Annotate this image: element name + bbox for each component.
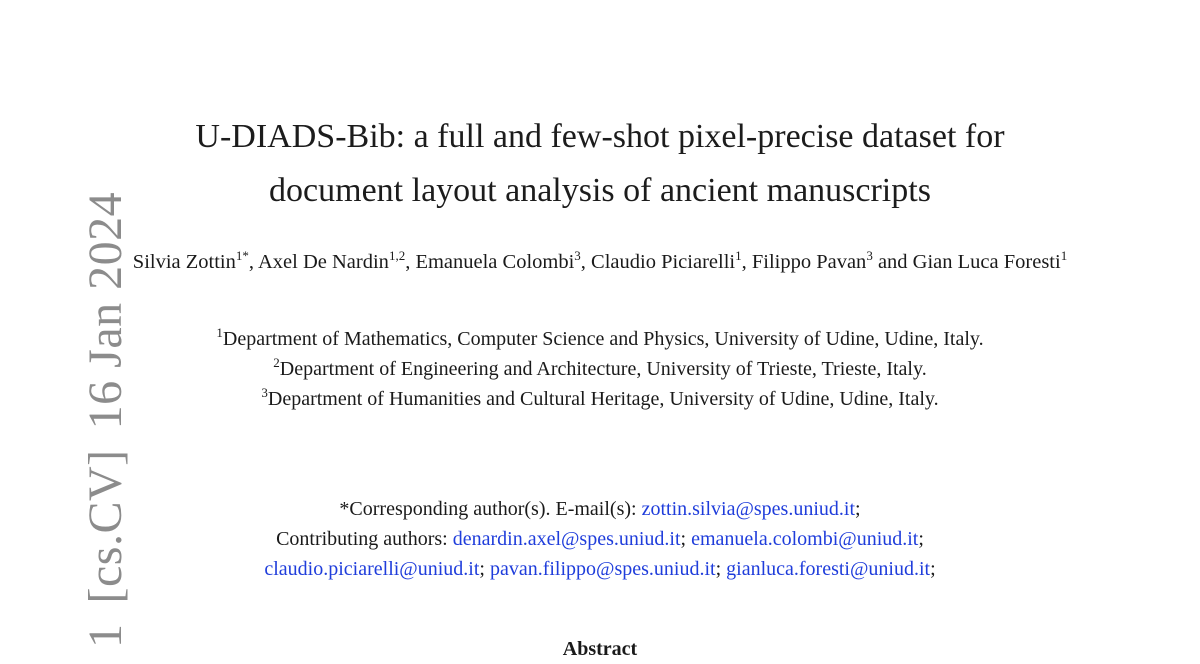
affiliation-list <box>110 324 1090 414</box>
email-separator: ; <box>918 528 924 550</box>
author-affiliation-marker: 1* <box>235 248 249 263</box>
email-separator: ; <box>715 558 722 580</box>
author-affiliation-marker: 3 <box>574 248 581 263</box>
author-affiliation-marker: 1,2 <box>388 248 406 263</box>
author-list <box>110 248 1090 277</box>
author-name: Claudio Piciarelli <box>591 251 736 273</box>
author-affiliation-marker: 3 <box>866 248 873 263</box>
author-separator: and <box>872 251 913 273</box>
paper-title-line-1: U-DIADS-Bib: a full and few-shot pixel-precise dataset for <box>195 118 1005 155</box>
arxiv-category: [cs.CV] <box>79 449 132 604</box>
affiliation-marker: 3 <box>261 385 268 400</box>
contributing-email-link[interactable]: claudio.piciarelli@uniud.it <box>264 558 480 580</box>
paper-title-line-2: document layout analysis of ancient manuscripts <box>269 172 931 209</box>
email-separator: ; <box>680 528 687 550</box>
contributing-authors-line <box>110 524 1090 554</box>
corresponding-email-link[interactable]: zottin.silvia@spes.uniud.it <box>641 498 856 520</box>
author-name: Axel De Nardin <box>258 251 389 273</box>
contributing-authors-line <box>110 554 1090 584</box>
author-affiliation-marker: 1 <box>735 248 742 263</box>
abstract-heading: Abstract <box>562 638 638 660</box>
contributing-email-link[interactable]: gianluca.foresti@uniud.it <box>726 558 931 580</box>
affiliation-marker: 2 <box>273 355 280 370</box>
affiliation-marker: 1 <box>216 325 223 340</box>
author-separator: , <box>405 251 416 273</box>
affiliation-text: Department of Mathematics, Computer Science and Physics, University of Udine, Udine, Italy. <box>222 328 984 350</box>
affiliation <box>110 324 1090 354</box>
author-separator: , <box>248 251 258 273</box>
arxiv-date: 16 Jan 2024 <box>79 191 132 430</box>
arxiv-id-fragment: 1 <box>79 623 132 648</box>
affiliation <box>110 354 1090 384</box>
author-separator: , <box>580 251 592 273</box>
author-name: Silvia Zottin <box>132 251 236 273</box>
contributing-email-link[interactable]: pavan.filippo@spes.uniud.it <box>489 558 716 580</box>
corresponding-author-label: *Corresponding author(s). E-mail(s): <box>339 498 642 520</box>
contributing-email-link[interactable]: emanuela.colombi@uniud.it <box>691 528 919 550</box>
email-separator: ; <box>479 558 485 580</box>
author-affiliation-marker: 1 <box>1060 248 1068 263</box>
contact-block <box>110 494 1090 584</box>
paper-title <box>100 110 1100 218</box>
email-separator: ; <box>930 558 936 580</box>
affiliation <box>110 384 1090 414</box>
email-separator: ; <box>855 498 861 520</box>
author-name: Filippo Pavan <box>751 251 867 273</box>
contributing-authors-label: Contributing authors: <box>276 528 453 550</box>
affiliation-text: Department of Humanities and Cultural Heritage, University of Udine, Udine, Italy. <box>267 388 939 410</box>
author-name: Gian Luca Foresti <box>912 251 1061 273</box>
author-separator: , <box>741 251 752 273</box>
author-name: Emanuela Colombi <box>415 251 575 273</box>
affiliation-text: Department of Engineering and Architecture, University of Trieste, Trieste, Italy. <box>279 358 927 380</box>
corresponding-author-line <box>110 494 1090 524</box>
contributing-email-link[interactable]: denardin.axel@spes.uniud.it <box>452 528 681 550</box>
